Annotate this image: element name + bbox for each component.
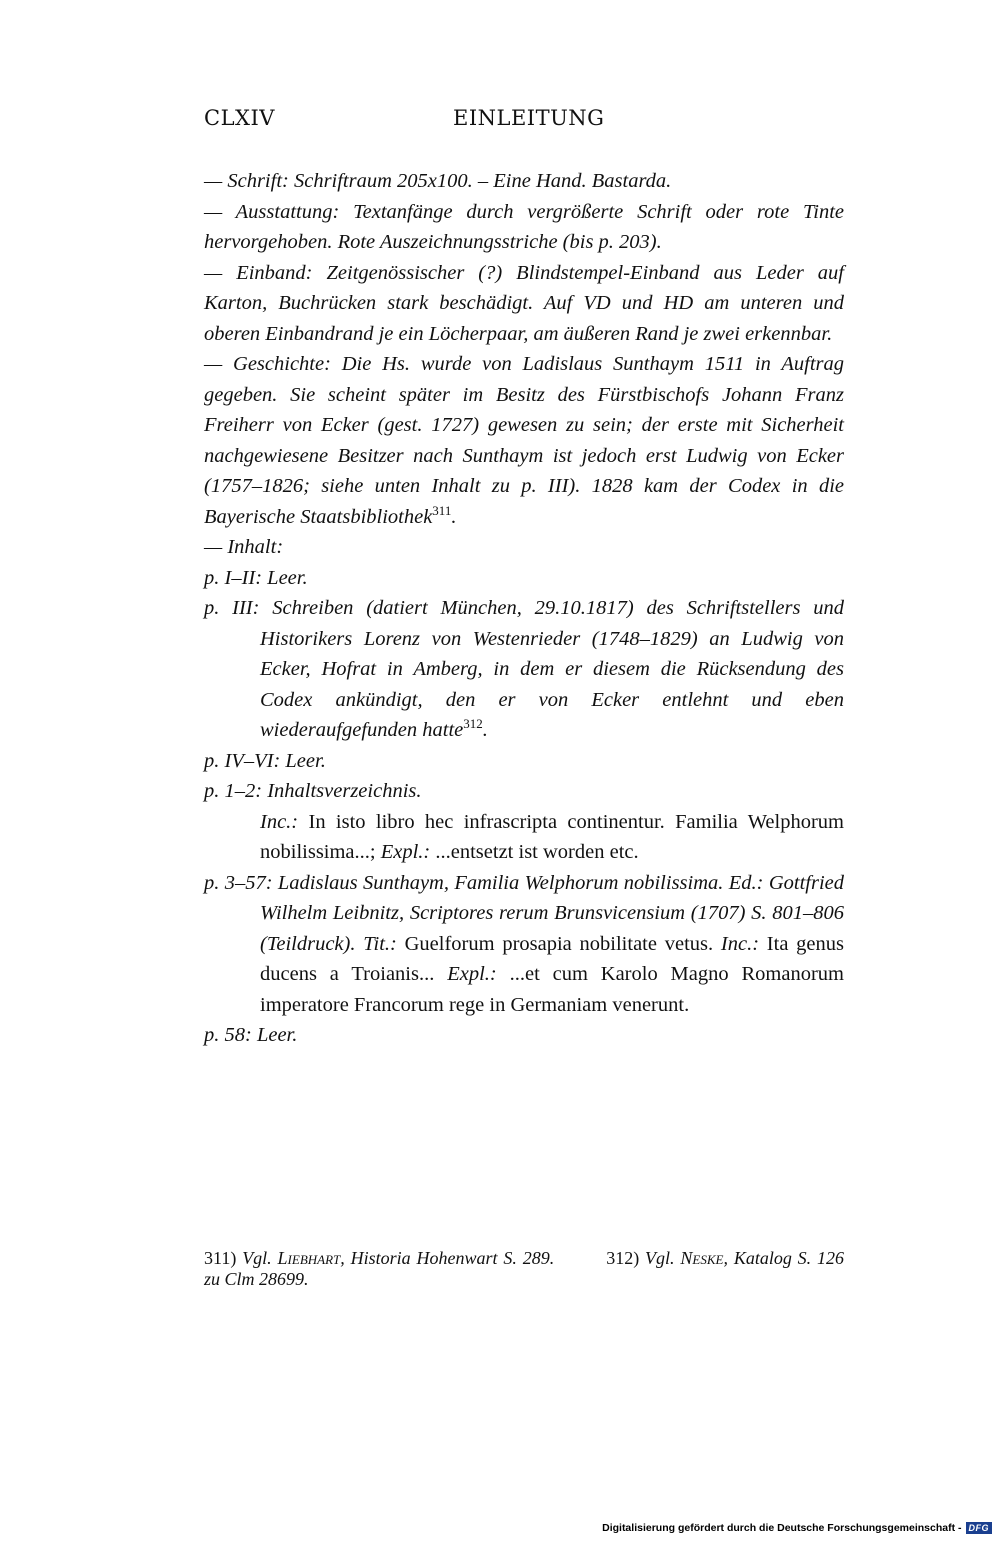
expl-text: ...et cum Karolo Magno Romanorum imperatore Francorum rege in Germaniam venerunt. — [260, 963, 844, 1016]
entry-p-i-ii: p. I–II: Leer. — [204, 566, 308, 589]
page-number: CLXIV — [204, 106, 275, 130]
expl-label: Expl.: — [447, 963, 497, 985]
footnote-312-number: 312) — [606, 1248, 646, 1268]
inc-label: Inc.: — [260, 810, 299, 833]
footnote-ref-312: 312 — [463, 716, 483, 732]
footnote-ref-311: 311 — [432, 502, 452, 518]
geschichte-end: . — [451, 505, 457, 528]
entry-p-58: p. 58: Leer. — [204, 1024, 298, 1046]
inc-text: In isto libro hec infrascripta continentur. Familia Welphorum nobilissima...; — [260, 810, 844, 863]
running-title: EINLEITUNG — [453, 106, 605, 130]
schrift-paragraph: — Schrift: Schriftraum 205x100. – Eine Hand. Bastarda. — [204, 170, 672, 192]
entry-p-iii — [204, 593, 844, 746]
inhalt-heading: — Inhalt: — [204, 536, 284, 558]
entry-p-iii-text: p. III: Schreiben (datiert München, 29.10.1817) des Schriftstellers und Historikers Lorenz von Westenrieder (1748–1829) an Ludwig von Ecker, Hofrat in Amberg, in dem er diesem die Rücksendung des Codex ankündigt, den er von Ecker entlehnt und eben wiederaufgefunden hatte — [204, 597, 844, 741]
footnote-311-vgl: Vgl. — [242, 1248, 278, 1268]
inc-label: Inc.: — [720, 932, 760, 955]
funding-note — [602, 1522, 992, 1534]
entry-p-iii-end: . — [482, 719, 488, 741]
entry-p-iv-vi: p. IV–VI: Leer. — [204, 749, 326, 772]
dfg-logo: DFG — [966, 1522, 993, 1534]
ausstattung-paragraph: — Ausstattung: Textanfänge durch vergrößerte Schrift oder rote Tinte hervorgehoben. Rote Auszeichnungsstriche (bis p. 203). — [204, 200, 844, 253]
tit-text: Guelforum prosapia nobilitate vetus. — [396, 932, 721, 955]
footnote-312-text: , Katalog S. 126 zu Clm 28699. — [204, 1248, 845, 1289]
main-text — [204, 166, 844, 1051]
funding-note-text: Digitalisierung gefördert durch die Deutsche Forschungsgemeinschaft - — [602, 1522, 962, 1534]
entry-p-3-57 — [204, 868, 844, 1021]
geschichte-text: — Geschichte: Die Hs. wurde von Ladislaus Sunthaym 1511 in Auftrag gegeben. Sie scheint später im Besitz des Fürstbischofs Johann Franz Freiherr von Ecker (gest. 1727) gewesen zu sein; der erste mit Sicherheit nachgewiesene Besitzer nach Sunthaym ist jedoch erst Ludwig von Ecker (1757–1826; siehe unten Inhalt zu p. III). 1828 kam der Codex in die Bayerische Staatsbibliothek — [204, 353, 844, 528]
footnote-311 — [204, 1248, 554, 1268]
footnote-311-author: Liebhart — [277, 1248, 341, 1268]
entry-p-3-57-text: p. 3–57: Ladislaus Sunthaym, Familia Welphorum nobilissima. Ed.: Gottfried Wilhelm Leibnitz, Scriptores rerum Brunsvicensium (1707) S. 801–806 (Teildruck). Tit.: — [204, 871, 844, 955]
geschichte-paragraph — [204, 349, 844, 532]
footnote-312-author: Neske — [680, 1248, 724, 1268]
entry-p-1-2: p. 1–2: Inhaltsverzeichnis. — [204, 780, 422, 802]
einband-paragraph: — Einband: Zeitgenössischer (?) Blindstempel-Einband aus Leder auf Karton, Buchrücken stark beschädigt. Auf VD und HD am unteren und oberen Einbandrand je ein Löcherpaar, am äußeren Rand je zwei erkennbar. — [204, 261, 844, 345]
footnote-312-vgl: Vgl. — [645, 1248, 681, 1268]
entry-p-1-2-incipit — [204, 807, 844, 868]
footnote-311-number: 311) — [204, 1248, 243, 1268]
expl-label: Expl.: — [380, 841, 431, 863]
inc-text: Ita genus ducens a Troianis... — [260, 932, 845, 985]
footnote-311-text: , Historia Hohenwart S. 289. — [340, 1248, 555, 1268]
expl-text: ...entsetzt ist worden etc. — [430, 841, 639, 863]
footnotes — [204, 1248, 844, 1290]
